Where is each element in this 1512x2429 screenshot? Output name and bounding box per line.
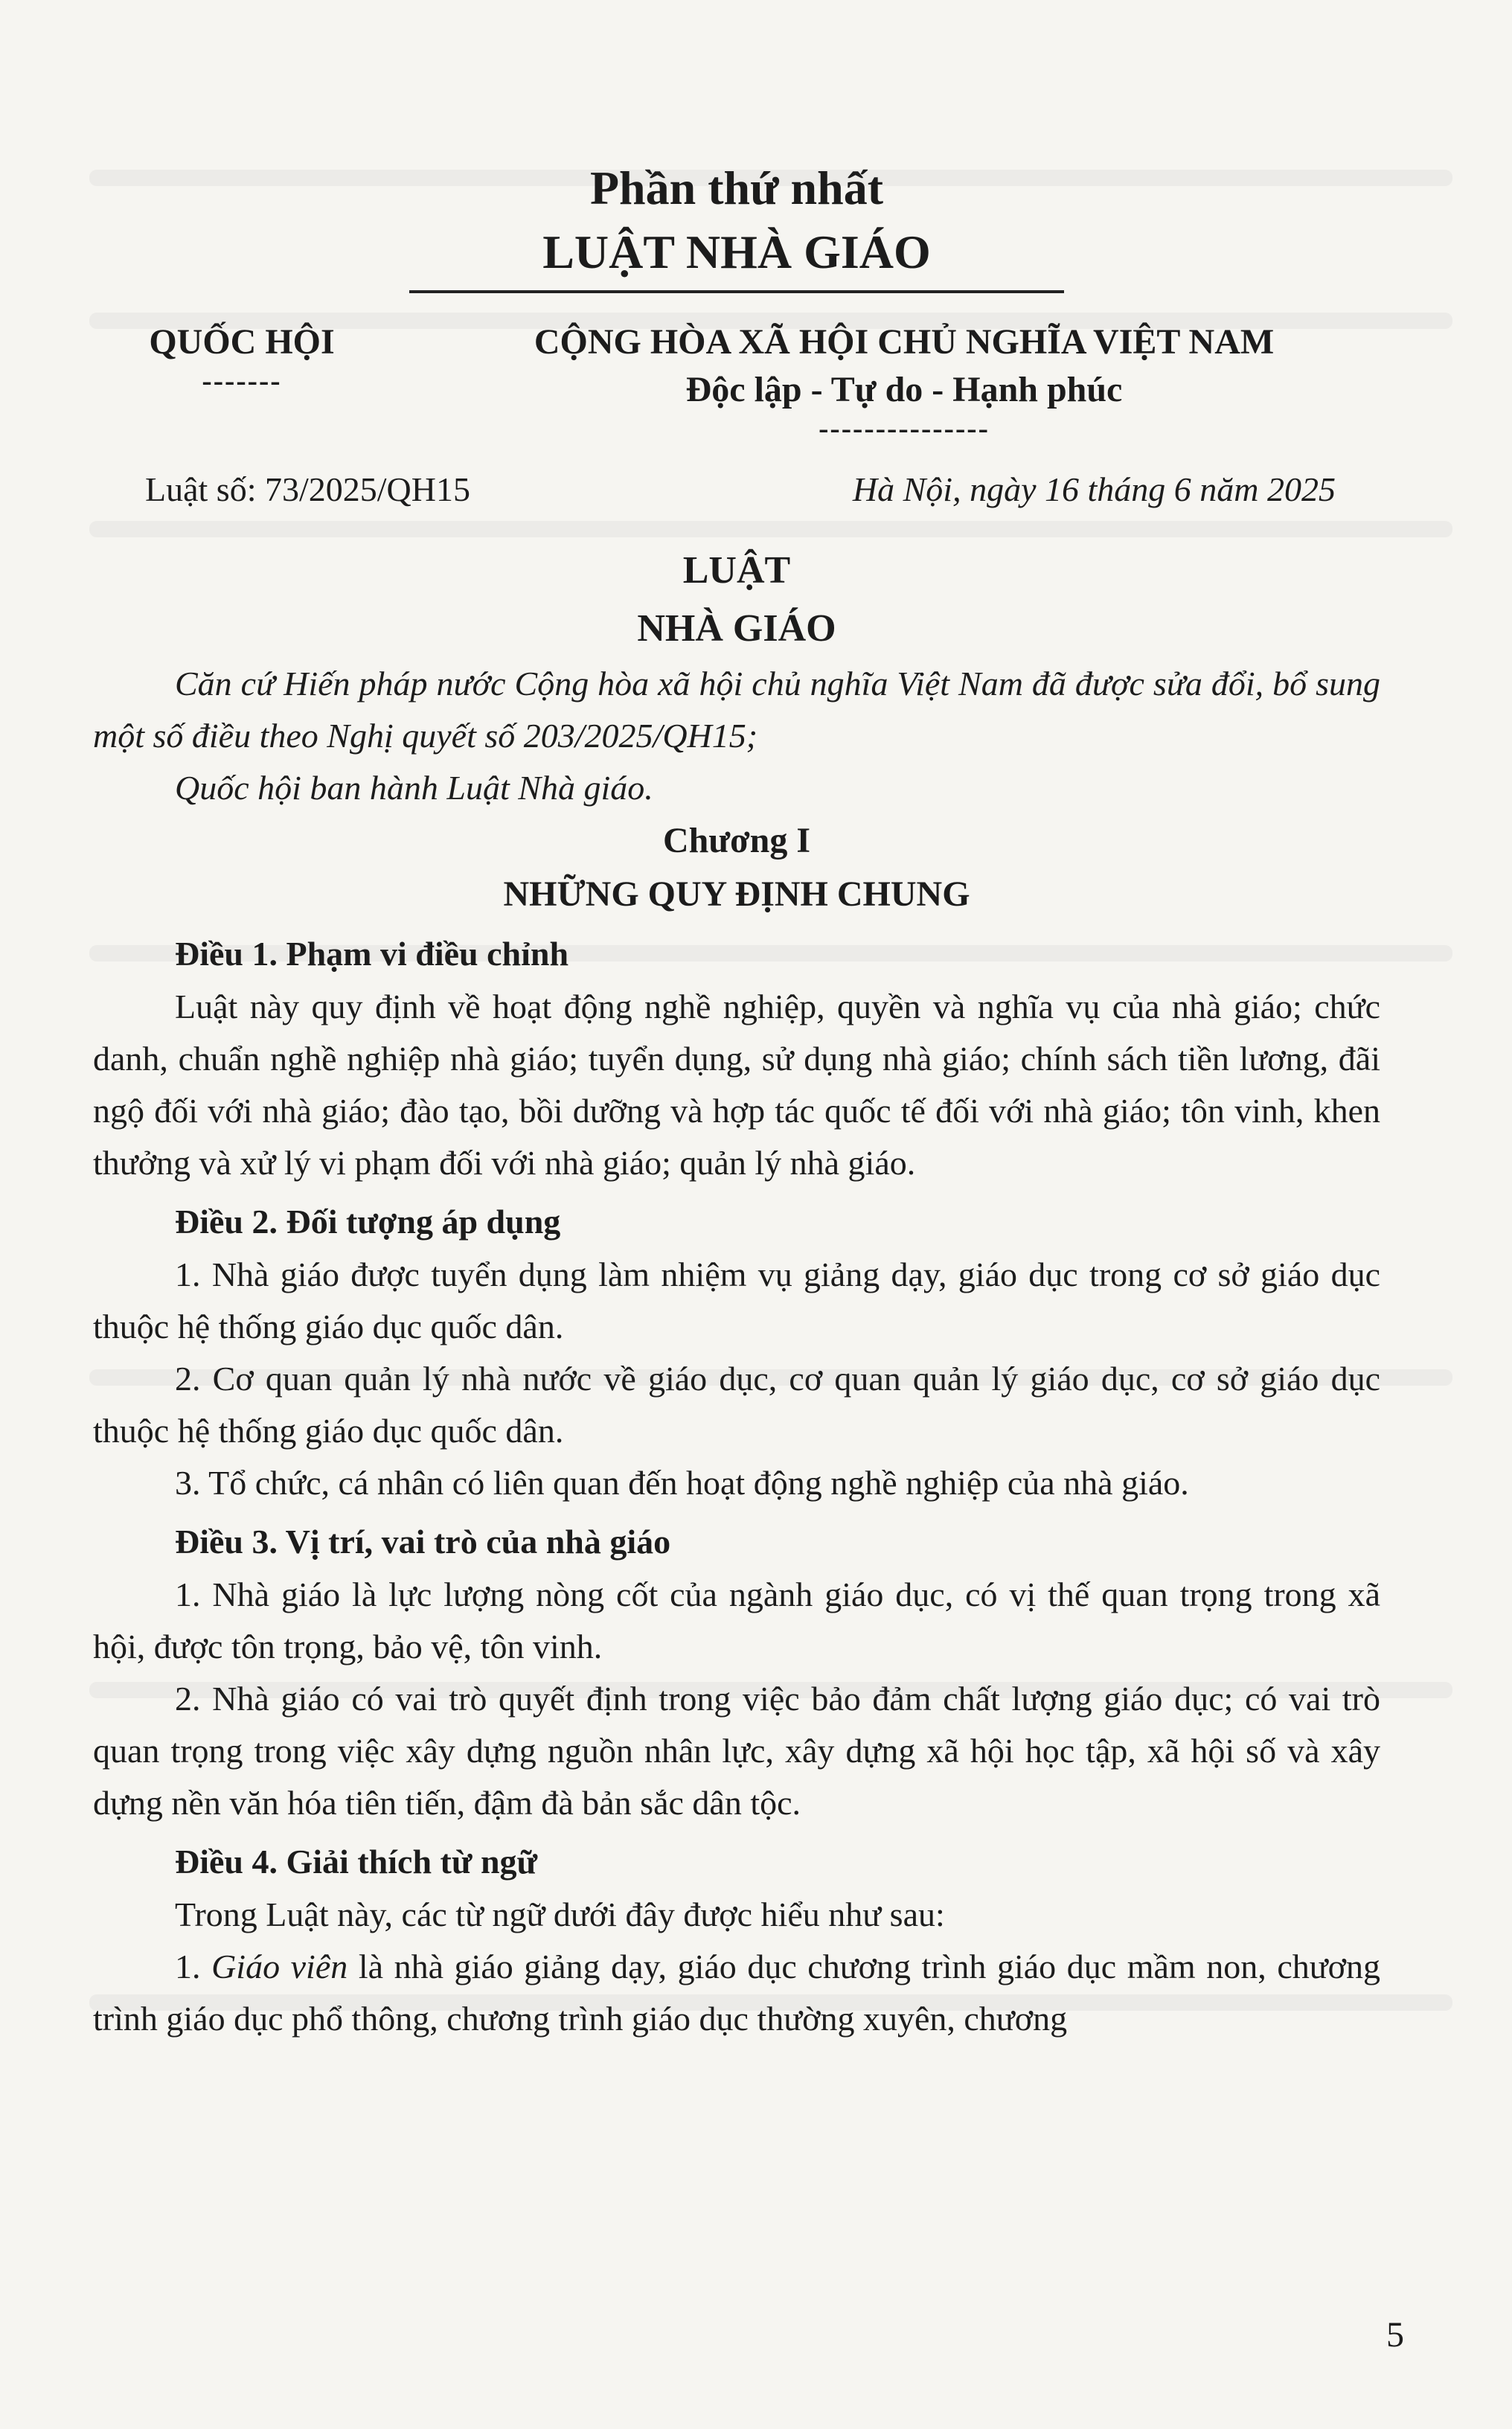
law-heading: LUẬT (682, 549, 791, 592)
article-4-intro: Trong Luật này, các từ ngữ dưới đây được hiểu như sau: (175, 1895, 945, 1933)
document-page (93, 156, 1380, 2045)
national-motto: Độc lập - Tự do - Hạnh phúc (685, 370, 1123, 409)
article-4-clause-1-text: là nhà giáo giảng dạy, giáo dục chương trình giáo dục mầm non, chương trình giáo dục phổ thông, chương trình giáo dục thường xuyên, chương (93, 1948, 1380, 2038)
article-1-title: Điều 1. Phạm vi điều chỉnh (175, 935, 569, 973)
page-number: 5 (1386, 2315, 1404, 2355)
title-underline (409, 290, 1064, 293)
issuer-block (93, 319, 391, 396)
document-header (93, 319, 1380, 542)
law-number: Luật số: 73/2025/QH15 (145, 470, 470, 508)
national-title-block (443, 319, 1365, 444)
article-3-title: Điều 3. Vị trí, vai trò của nhà giáo (175, 1523, 671, 1561)
legal-basis: Căn cứ Hiến pháp nước Cộng hòa xã hội chủ nghĩa Việt Nam đã được sửa đổi, bổ sung một số điều theo Nghị quyết số 203/2025/QH15; (93, 665, 1380, 755)
article-1-text: Luật này quy định về hoạt động nghề nghiệp, quyền và nghĩa vụ của nhà giáo; chức danh, chuẩn nghề nghiệp nhà giáo; tuyển dụng, sử dụng nhà giáo; chính sách tiền lương, đãi ngộ đối với nhà giáo; đào tạo, bồi dưỡng và hợp tác quốc tế đối với nhà giáo; tôn vinh, khen thưởng và xử lý vi phạm đối với nhà giáo; quản lý nhà giáo. (93, 988, 1380, 1182)
article-2-title: Điều 2. Đối tượng áp dụng (175, 1203, 561, 1241)
place-date: Hà Nội, ngày 16 tháng 6 năm 2025 (852, 470, 1336, 508)
article-2-clause-2: 2. Cơ quan quản lý nhà nước về giáo dục, cơ quan quản lý giáo dục, cơ sở giáo dục thuộc hệ thống giáo dục quốc dân. (93, 1360, 1380, 1450)
article-4-clause-1-number: 1. (175, 1948, 212, 1985)
issuer-rule: ------- (202, 364, 282, 397)
chapter-number: Chương I (662, 821, 811, 860)
part-title: Phần thứ nhất (589, 161, 884, 214)
article-4-clause-1 (93, 1941, 1380, 2045)
article-2-clause-1: 1. Nhà giáo được tuyển dụng làm nhiệm vụ giảng dạy, giáo dục trong cơ sở giáo dục thuộc hệ thống giáo dục quốc dân. (93, 1255, 1380, 1345)
promulgation-statement: Quốc hội ban hành Luật Nhà giáo. (175, 769, 653, 807)
national-name: CỘNG HÒA XÃ HỘI CHỦ NGHĨA VIỆT NAM (534, 322, 1275, 362)
article-4-term-teacher: Giáo viên (211, 1948, 348, 1985)
article-2-clause-3: 3. Tổ chức, cá nhân có liên quan đến hoạt động nghề nghiệp của nhà giáo. (175, 1464, 1189, 1502)
chapter-title: NHỮNG QUY ĐỊNH CHUNG (503, 874, 970, 914)
law-title: LUẬT NHÀ GIÁO (542, 225, 931, 278)
national-rule: --------------- (819, 412, 990, 445)
law-subheading: NHÀ GIÁO (637, 607, 836, 650)
article-3-clause-2: 2. Nhà giáo có vai trò quyết định trong việc bảo đảm chất lượng giáo dục; có vai trò quan trọng trong việc xây dựng nguồn nhân lực, xây dựng xã hội học tập, xã hội số và xây dựng nền văn hóa tiên tiến, đậm đà bản sắc dân tộc. (93, 1680, 1380, 1822)
article-4-title: Điều 4. Giải thích từ ngữ (175, 1843, 538, 1881)
issuer-name: QUỐC HỘI (149, 322, 335, 362)
article-3-clause-1: 1. Nhà giáo là lực lượng nòng cốt của ngành giáo dục, có vị thế quan trọng trong xã hội, được tôn trọng, bảo vệ, tôn vinh. (93, 1575, 1380, 1665)
